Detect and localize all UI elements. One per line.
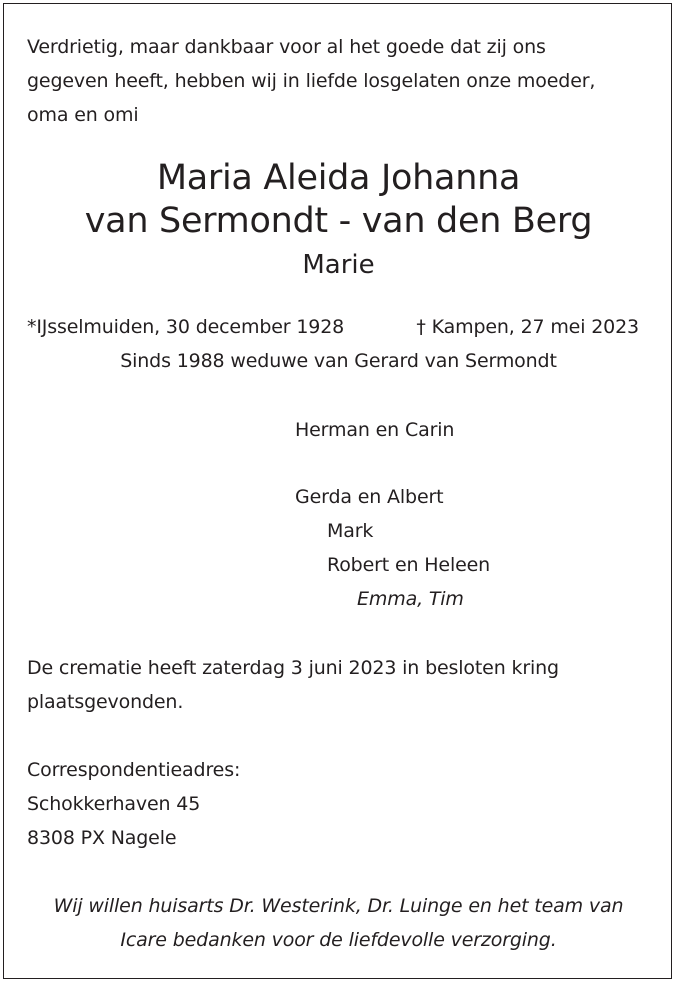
cremation-line-2: plaatsgevonden. [27,691,184,713]
widow-line: Sinds 1988 weduwe van Gerard van Sermondt [120,350,557,372]
intro-line-3: oma en omi [27,104,139,126]
birth-details: *IJsselmuiden, 30 december 1928 [27,316,345,338]
cremation-line-1: De crematie heeft zaterdag 3 juni 2023 in besloten kring [27,657,559,679]
correspondence-label: Correspondentieadres: [27,759,241,781]
correspondence-postal-city: 8308 PX Nagele [27,827,177,849]
thanks-line-1: Wij willen huisarts Dr. Westerink, Dr. Luinge en het team van [53,895,624,917]
deceased-nickname: Marie [302,250,375,280]
thanks-line-2: Icare bedanken voor de liefdevolle verzorging. [120,929,557,951]
deceased-name-line-2: van Sermondt - van den Berg [84,201,593,241]
correspondence-street: Schokkerhaven 45 [27,793,201,815]
grandchild-1: Mark [327,520,374,542]
children-2: Gerda en Albert [295,486,444,508]
children-1: Herman en Carin [295,419,455,441]
grandchild-2: Robert en Heleen [327,554,491,576]
intro-line-2: gegeven heeft, hebben wij in liefde losgelaten onze moeder, [27,70,596,92]
death-details: † Kampen, 27 mei 2023 [416,316,639,338]
intro-line-1: Verdrietig, maar dankbaar voor al het goede dat zij ons [27,36,546,58]
deceased-name-line-1: Maria Aleida Johanna [156,158,521,198]
great-grandchildren: Emma, Tim [357,588,464,610]
